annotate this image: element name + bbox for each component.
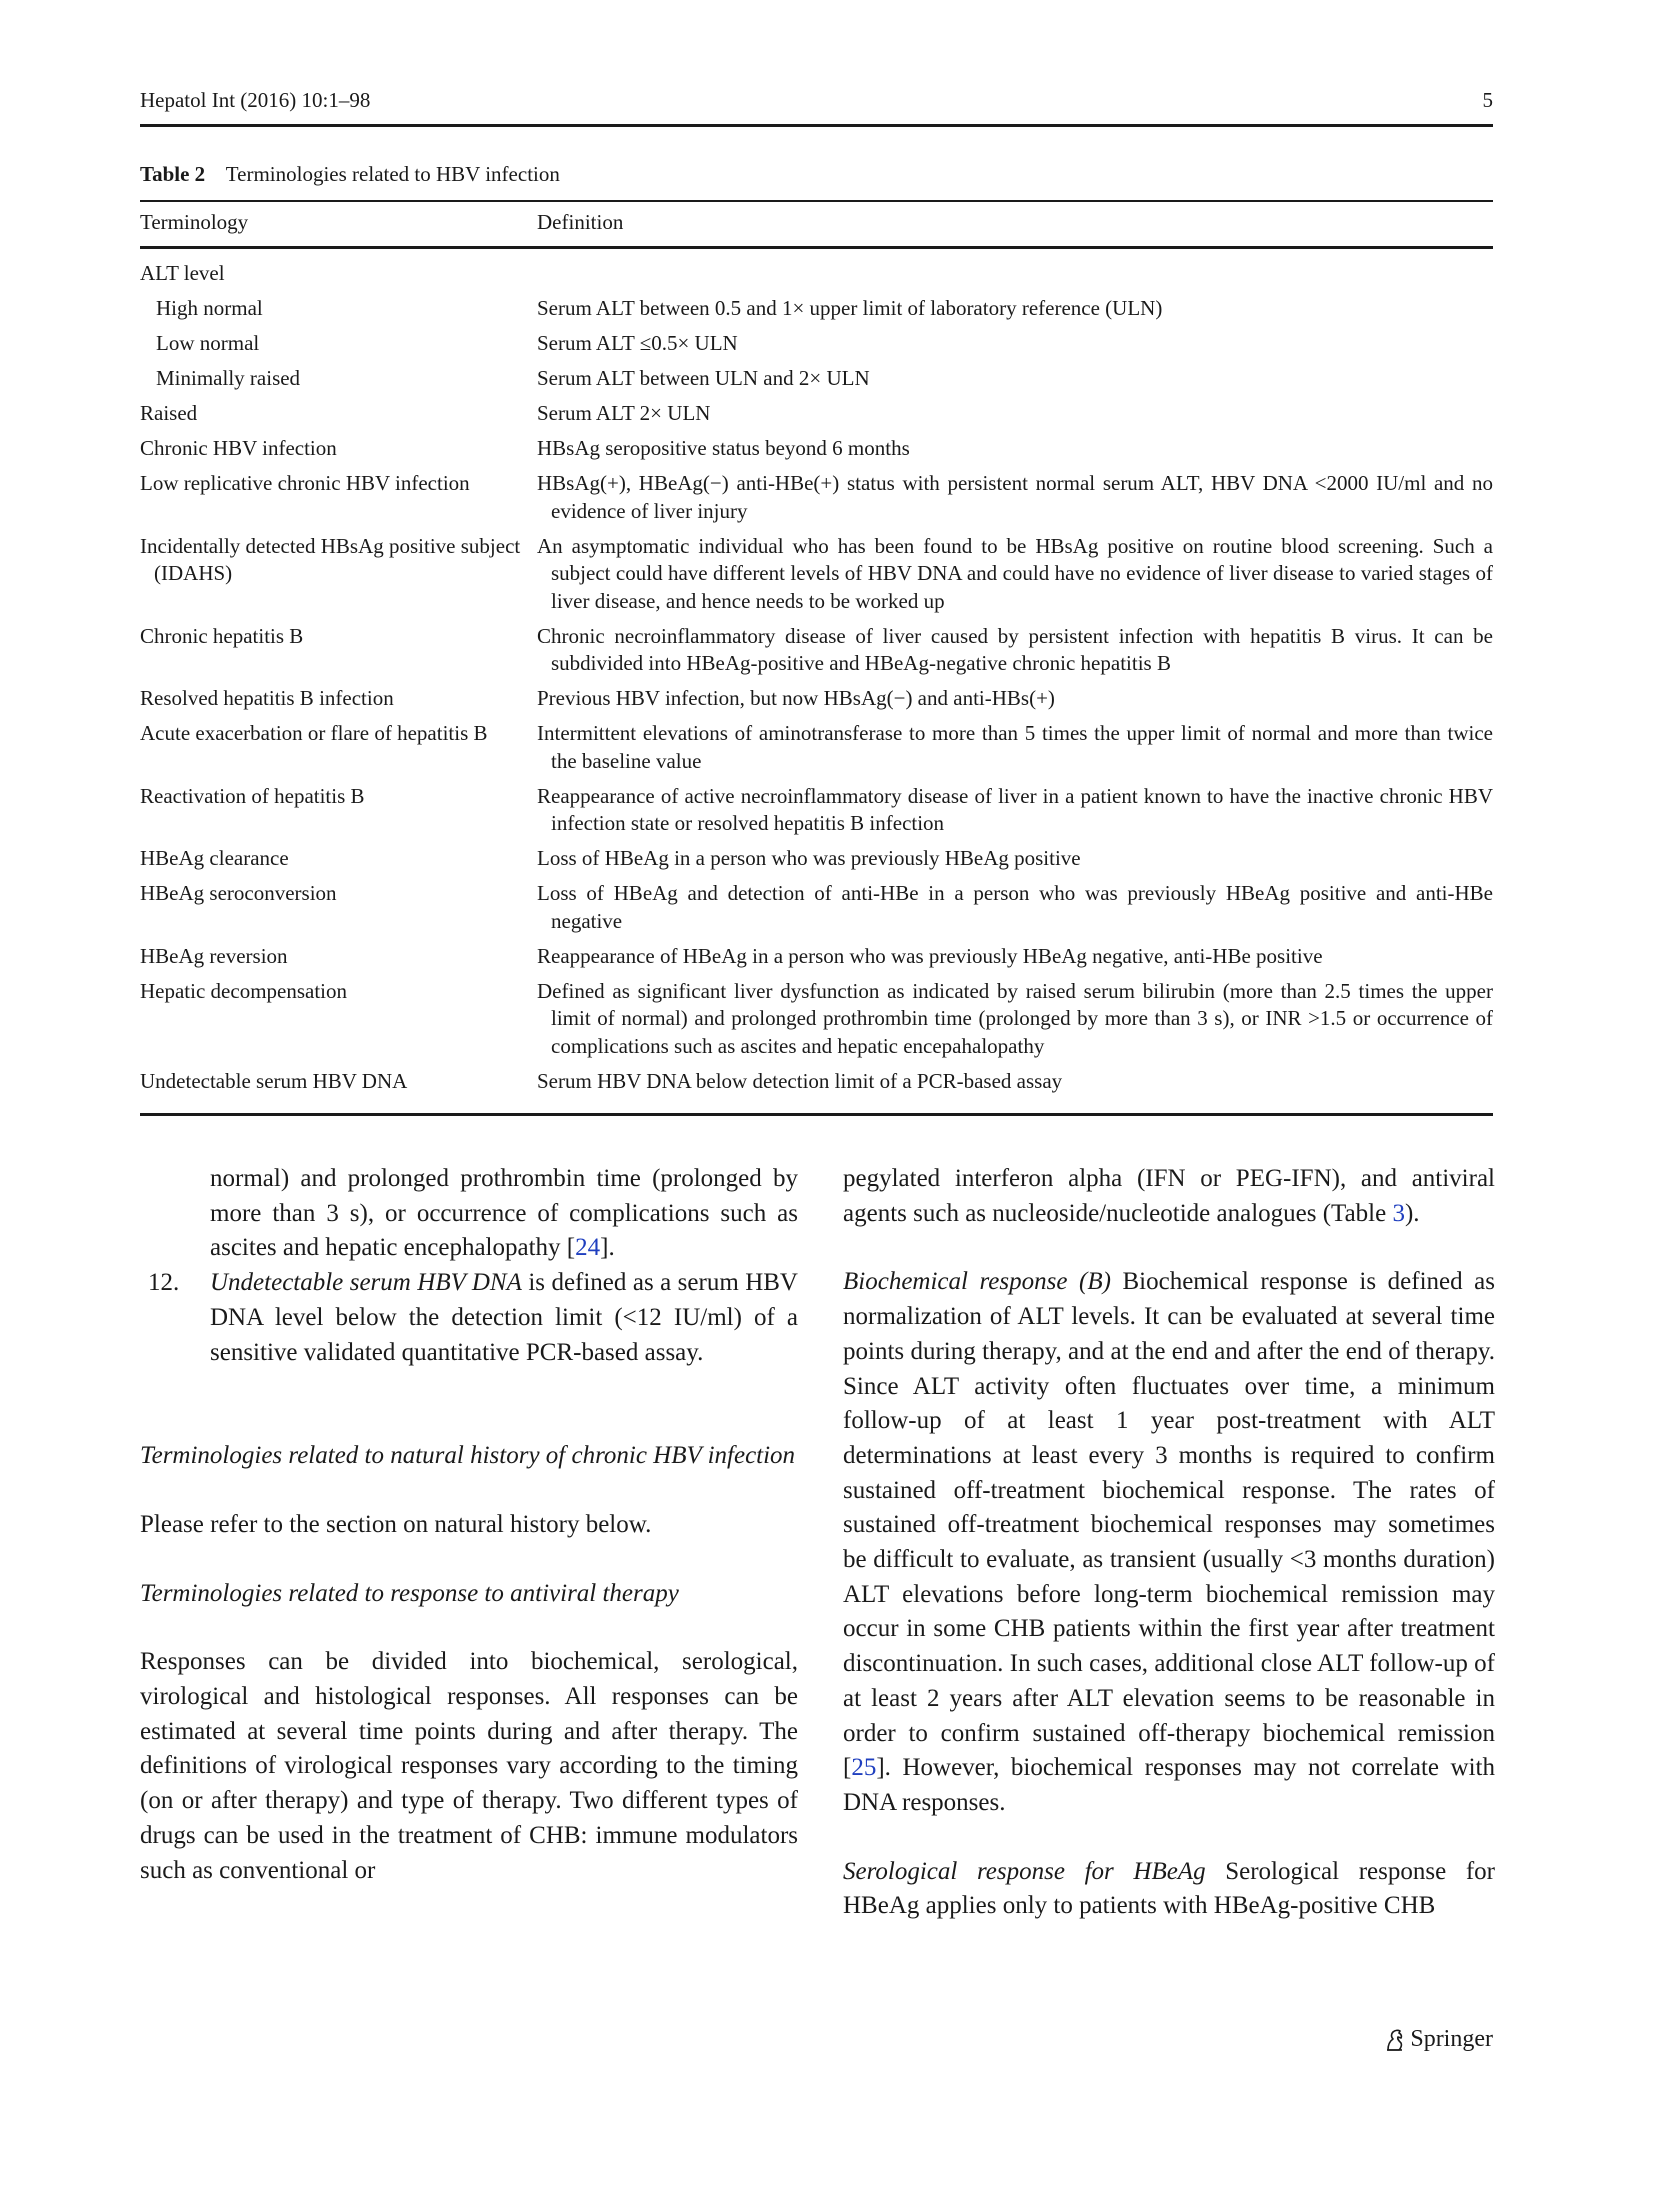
table-header-terminology: Terminology <box>140 210 249 234</box>
table-cell-term: Acute exacerbation or flare of hepatitis B <box>140 721 488 745</box>
table-caption-label: Table 2 <box>140 162 206 186</box>
table-cell-definition: HBsAg seropositive status beyond 6 months <box>537 436 910 460</box>
table-cell-definition: An asymptomatic individual who has been found to be HBsAg positive on routine blood screening. Such a subject could have different levels of HBV DNA and could have no evidence of liver disease to varied stages of liver disease, and hence needs to be worked up <box>537 533 1493 613</box>
publisher-name: Springer <box>1410 2026 1493 2052</box>
table-bottom-rule <box>140 1113 1493 1116</box>
right-column <box>843 1162 1495 1924</box>
table-cell-term: HBeAg clearance <box>140 846 289 870</box>
table-body <box>140 260 1493 1103</box>
running-head <box>140 88 1493 128</box>
paragraph-natural-history: Please refer to the section on natural history below. <box>140 1510 652 1538</box>
table-caption-text: Terminologies related to HBV infection <box>225 162 560 186</box>
table-cell-definition <box>537 260 1493 288</box>
table-header-definition: Definition <box>537 210 624 234</box>
paragraph-drug-types: pegylated interferon alpha (IFN or PEG-IFN), and antiviral agents such as nucleoside/nucleotide analogues (Table 3). <box>843 1165 1495 1227</box>
table-top-rule <box>140 200 1493 202</box>
table-link-3[interactable]: 3 <box>1392 1199 1405 1227</box>
paragraph-responses: Responses can be divided into biochemical, serological, virological and histological responses. All responses can be estimated at several time points during and after therapy. The definitions of virological responses vary according to the timing (on or after therapy) and type of therapy. Two different types of drugs can be used in the treatment of CHB: immune modulators such as conventional or <box>140 1648 798 1884</box>
list-item-12: 12. Undetectable serum HBV DNA is defined as a serum HBV DNA level below the detection limit (<12 IU/ml) of a sensitive validated quantitative PCR-based assay. <box>140 1266 798 1370</box>
table-cell-definition: HBsAg(+), HBeAg(−) anti-HBe(+) status with persistent normal serum ALT, HBV DNA <2000 IU/ml and no evidence of liver injury <box>537 471 1493 523</box>
header-rule <box>140 124 1493 127</box>
table-row <box>140 435 1493 463</box>
table-cell-term: Resolved hepatitis B infection <box>140 686 394 710</box>
page-number: 5 <box>1482 88 1493 112</box>
list-item-term: Undetectable serum HBV DNA <box>210 1269 522 1297</box>
table-cell-definition: Serum ALT between 0.5 and 1× upper limit of laboratory reference (ULN) <box>537 296 1163 320</box>
table-row <box>140 365 1493 393</box>
table-cell-definition: Serum ALT 2× ULN <box>537 401 711 425</box>
table-cell-definition: Serum HBV DNA below detection limit of a PCR-based assay <box>537 1068 1063 1093</box>
table-row <box>140 978 1493 1061</box>
paragraph-serological-response: Serological response for HBeAg Serological response for HBeAg applies only to patients with HBeAg-positive CHB <box>843 1857 1496 1920</box>
table-cell-definition: Serum ALT ≤0.5× ULN <box>537 331 738 355</box>
table-row <box>140 623 1493 678</box>
table-cell-term: Chronic HBV infection <box>140 436 337 460</box>
table-row <box>140 400 1493 428</box>
table-cell-term: Undetectable serum HBV DNA <box>140 1068 408 1093</box>
table-row <box>140 330 1493 358</box>
reference-link-24[interactable]: 24 <box>575 1234 601 1262</box>
list-item-11-continuation: normal) and prolonged prothrombin time (prolonged by more than 3 s), or occurrence of complications such as ascites and hepatic encephalopathy [24]. <box>210 1165 798 1262</box>
table-cell-definition: Chronic necroinflammatory disease of liver caused by persistent infection with hepatitis B virus. It can be subdivided into HBeAg-positive and HBeAg-negative chronic hepatitis B <box>537 623 1493 675</box>
table-cell-term: HBeAg seroconversion <box>140 881 337 905</box>
list-item-number: 12. <box>148 1269 180 1297</box>
table-cell-definition: Reappearance of active necroinflammatory disease of liver in a patient known to have the inactive chronic HBV infection state or resolved hepatitis B infection <box>537 783 1493 835</box>
run-in-heading-biochemical: Biochemical response (B) <box>843 1268 1111 1296</box>
table-row <box>140 943 1493 971</box>
table-row <box>140 533 1493 616</box>
section-heading-antiviral-response: Terminologies related to response to antiviral therapy <box>140 1579 679 1607</box>
table-cell-definition: Intermittent elevations of aminotransferase to more than 5 times the upper limit of normal and more than twice the baseline value <box>537 721 1493 773</box>
table-cell-term: HBeAg reversion <box>140 943 288 968</box>
table-row <box>140 845 1493 873</box>
table-cell-definition: Previous HBV infection, but now HBsAg(−) and anti-HBs(+) <box>537 686 1055 710</box>
table-row <box>140 1068 1493 1096</box>
table-row <box>140 260 1493 288</box>
journal-citation: Hepatol Int (2016) 10:1–98 <box>140 88 371 112</box>
table-cell-definition: Serum ALT between ULN and 2× ULN <box>537 366 870 390</box>
table-row <box>140 880 1493 935</box>
table-cell-term: Minimally raised <box>156 366 301 390</box>
table-cell-term: Low normal <box>156 331 260 355</box>
publisher-logo <box>1384 2026 1493 2053</box>
table-cell-term: Hepatic decompensation <box>140 978 348 1003</box>
paragraph-biochemical-response: Biochemical response (B) Biochemical response is defined as normalization of ALT levels. It can be evaluated at several time points during therapy, and at the end and after the end of therapy. Since ALT activity often fluctuates over time, a minimum follow-up of at least 1 year post-treatment with ALT determinations at least every 3 months is required to confirm sustained off-treatment biochemical response. The rates of sustained off-treatment biochemical responses may sometimes be difficult to evaluate, as transient (usually <3 months duration) ALT elevations before long-term biochemical remission may occur in some CHB patients within the first year after treatment discontinuation. In such cases, additional close ALT follow-up of at least 2 years after ALT elevation seems to be reasonable in order to confirm sustained off-therapy biochemical remission [25]. However, biochemical responses may not correlate with DNA responses. <box>843 1268 1495 1816</box>
table-row <box>140 685 1493 713</box>
table-cell-definition: Loss of HBeAg and detection of anti-HBe in a person who was previously HBeAg positive and anti-HBe negative <box>537 881 1493 933</box>
reference-link-25[interactable]: 25 <box>851 1754 877 1782</box>
section-heading-natural-history: Terminologies related to natural history of chronic HBV infection <box>140 1442 796 1470</box>
table-caption <box>140 162 560 187</box>
table-cell-term: Chronic hepatitis B <box>140 623 304 648</box>
table-cell-term: Low replicative chronic HBV infection <box>140 471 470 495</box>
table-cell-term: Reactivation of hepatitis B <box>140 783 365 808</box>
springer-horse-icon <box>1384 2028 1406 2052</box>
table-cell-term: ALT level <box>140 261 225 285</box>
table-cell-term: High normal <box>156 296 263 320</box>
table-cell-term: Incidentally detected HBsAg positive subject (IDAHS) <box>140 533 521 585</box>
table-header-rule <box>140 246 1493 249</box>
table-cell-definition: Reappearance of HBeAg in a person who was previously HBeAg negative, anti-HBe positive <box>537 943 1323 968</box>
table-row <box>140 295 1493 323</box>
table-row <box>140 720 1493 775</box>
table-row <box>140 783 1493 838</box>
table-row <box>140 470 1493 525</box>
table-cell-term: Raised <box>140 401 198 425</box>
run-in-heading-serological: Serological response for HBeAg <box>843 1857 1206 1885</box>
table-cell-definition: Loss of HBeAg in a person who was previously HBeAg positive <box>537 846 1081 870</box>
left-column <box>140 1162 798 1888</box>
table-cell-definition: Defined as significant liver dysfunction as indicated by raised serum bilirubin (more than 2.5 times the upper limit of normal) and prolonged prothrombin time (prolonged by more than 3 s), or INR >1.5 or occurrence of complications such as ascites and hepatic encepahalopathy <box>537 978 1493 1058</box>
